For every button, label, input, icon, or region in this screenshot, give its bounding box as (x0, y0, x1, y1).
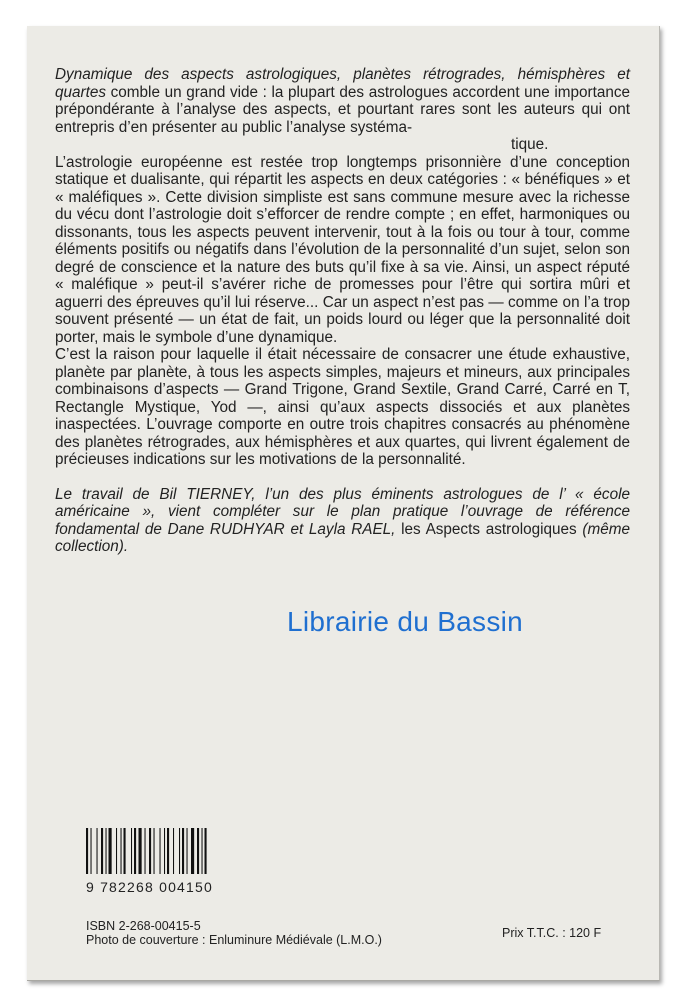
paragraph-3: C’est la raison pour laquelle il était nécessaire de consacrer une étude exhaustive, planète par planète, à tous les aspects simples, majeurs et mineurs, aux principales combinaisons d’aspects — Grand Trigone, Grand Sextile, Grand Carré, Carré en T, Rectangle Mystique, Yod —, ainsi qu’aux aspects dissociés et aux planètes inaspectées. L’ouvrage comporte en outre trois chapitres consacrés au phénomène des planètes rétrogrades, aux hémisphères et aux quartes, qui livrent également de précieuses indications sur les motivations de la personnalité. (55, 346, 630, 468)
price-label: Prix T.T.C. : 120 F (502, 926, 602, 940)
isbn-number: ISBN 2-268-00415-5 (86, 919, 201, 933)
book-title-italic: Dynamique des aspects astrologiques, planètes rétrogrades, hémisphères et quartes (55, 66, 630, 101)
paragraph-1: Dynamique des aspects astrologiques, planètes rétrogrades, hémisphères et quartes comble un grand vide : la plupart des astrologues accordent une importance prépondérante à l’analyse des aspects, et pourtant rares sont les auteurs qui ont entrepris d’en présenter au public l’analyse systéma- tique. (55, 66, 630, 153)
blurb-text (55, 66, 630, 556)
barcode-digits: 9 782268 004150 (86, 879, 213, 895)
isbn-block (86, 919, 382, 947)
barcode-icon (86, 828, 228, 874)
bookseller-watermark: Librairie du Bassin (287, 606, 524, 637)
photo-credit: Photo de couverture : Enluminure Médiévale (L.M.O.) (86, 933, 382, 947)
paragraph-2: L’astrologie européenne est restée trop longtemps prisonnière d’une conception statique et dualisante, qui répartit les aspects en deux catégories : « bénéfiques » et « maléfiques ». Cette division simpliste est sans commune mesure avec la richesse du vécu dont l’astrologie doit s’efforcer de rendre compte ; en effet, harmoniques ou dissonants, tous les aspects peuvent intervenir, tout à la fois ou tour à tour, comme éléments positifs ou négatifs dans l’évolution de la personnalité d’un sujet, selon son degré de conscience et la nature des buts qu’il fixe à sa vie. Ainsi, un aspect réputé « maléfique » peut-il s’avérer riche de promesses pour l’être qui sortira mûri et aguerri des épreuves qu’il lui réserve... Car un aspect n’est pas — comme on l’a trop souvent présenté — un état de fait, un poids lourd ou léger que la personnalité doit porter, mais le symbole d’une dynamique. (55, 153, 630, 346)
paragraph-4: Le travail de Bil TIERNEY, l’un des plus éminents astrologues de l’ « école américaine », vient compléter sur le plan pratique l’ouvrage de référence fondamental de Dane RUDHYAR et Layla RAEL, les Aspects astrologiques (même collection). (55, 485, 630, 555)
